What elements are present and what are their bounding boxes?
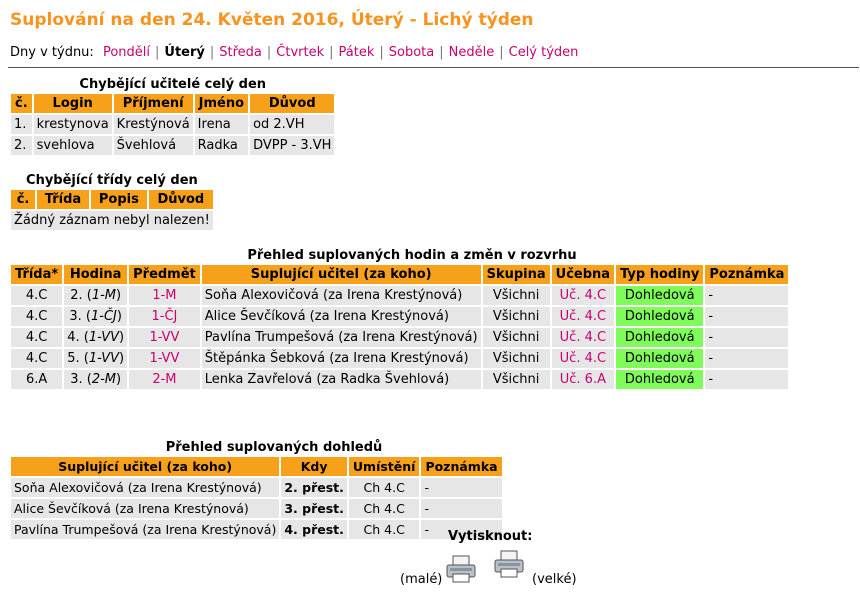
day-link[interactable]: Neděle <box>448 45 495 60</box>
classroom-link[interactable]: Uč. 6.A <box>552 370 614 389</box>
day-link[interactable]: Pondělí <box>102 45 150 60</box>
column-header: Umístění <box>349 457 420 476</box>
period-cell: 4. (1-VV) <box>64 328 127 347</box>
table-cell: 1. <box>11 115 32 134</box>
note-cell: - <box>421 478 501 497</box>
subject-link[interactable]: 1-VV <box>129 349 200 368</box>
table-row <box>11 136 334 155</box>
teacher-cell: Štěpánka Šebková (za Irena Krestýnová) <box>202 349 481 368</box>
note-cell: - <box>705 286 788 305</box>
column-header: Popis <box>91 190 147 209</box>
substitutions-section <box>9 248 815 391</box>
column-header: Hodina <box>64 265 127 284</box>
column-header: č. <box>11 190 35 209</box>
missing-classes-caption: Chybějící třídy celý den <box>26 173 198 188</box>
teacher-cell: Alice Ševčíková (za Irena Krestýnová) <box>202 307 481 326</box>
period-number: 4. <box>67 330 80 345</box>
table-cell: krestynova <box>34 115 112 134</box>
column-header: Kdy <box>281 457 347 476</box>
column-header: Příjmení <box>114 94 193 113</box>
lesson-type-cell: Dohledová <box>616 370 703 389</box>
period-cell: 3. (2-M) <box>64 370 127 389</box>
column-header: Typ hodiny <box>616 265 703 284</box>
missing-classes-section <box>9 173 215 232</box>
day-link[interactable]: Celý týden <box>508 45 579 60</box>
lesson-type-cell: Dohledová <box>616 286 703 305</box>
teacher-cell: Pavlína Trumpešová (za Irena Krestýnová) <box>202 328 481 347</box>
break-cell: 4. přest. <box>281 520 347 539</box>
print-label: Vytisknout: <box>448 529 533 544</box>
period-original: 1-M <box>91 288 117 303</box>
lesson-type-cell: Dohledová <box>616 328 703 347</box>
period-number: 5. <box>67 351 80 366</box>
break-cell: 2. přest. <box>281 478 347 497</box>
teacher-cell: Pavlína Trumpešová (za Irena Krestýnová) <box>11 520 279 539</box>
table-cell: Irena <box>195 115 248 134</box>
period-number: 2. <box>70 288 83 303</box>
supervisions-caption: Přehled suplovaných dohledů <box>165 440 383 455</box>
column-header: Předmět <box>129 265 200 284</box>
column-header: Důvod <box>149 190 213 209</box>
class-cell: 4.C <box>11 328 62 347</box>
column-header: Jméno <box>195 94 248 113</box>
classroom-link[interactable]: Uč. 4.C <box>552 349 614 368</box>
period-original: 1-ČJ <box>90 309 117 324</box>
page-title: Suplování na den 24. Květen 2016, Úterý - Lichý týden <box>10 10 534 30</box>
table-row <box>11 499 502 518</box>
period-original: 1-VV <box>88 351 120 366</box>
table-row <box>11 286 788 305</box>
printer-icon[interactable] <box>492 549 526 579</box>
subject-link[interactable]: 1-ČJ <box>129 307 200 326</box>
table-row <box>11 211 213 230</box>
table-cell: Radka <box>195 136 248 155</box>
column-header: Login <box>34 94 112 113</box>
teacher-cell: Soňa Alexovičová (za Irena Krestýnová) <box>11 478 279 497</box>
period-cell: 3. (1-ČJ) <box>64 307 127 326</box>
substitutions-table <box>9 263 790 391</box>
classroom-link[interactable]: Uč. 4.C <box>552 307 614 326</box>
period-original: 2-M <box>91 372 117 387</box>
period-original: 1-VV <box>88 330 120 345</box>
table-row <box>11 115 334 134</box>
classroom-link[interactable]: Uč. 4.C <box>552 328 614 347</box>
teacher-cell: Lenka Zavřelová (za Radka Švehlová) <box>202 370 481 389</box>
missing-teachers-table <box>9 92 336 157</box>
day-separator: | <box>155 45 160 60</box>
period-number: 3. <box>69 309 82 324</box>
group-cell: Všichni <box>483 328 550 347</box>
table-row <box>11 328 788 347</box>
supervisions-section <box>9 440 539 541</box>
day-link[interactable]: Čtvrtek <box>276 45 325 60</box>
print-big-label: (velké) <box>532 572 577 587</box>
day-link: Úterý <box>164 45 205 60</box>
day-separator: | <box>266 45 272 60</box>
table-cell: Krestýnová <box>114 115 193 134</box>
lesson-type-cell: Dohledová <box>616 349 703 368</box>
teacher-cell: Soňa Alexovičová (za Irena Krestýnová) <box>202 286 481 305</box>
group-cell: Všichni <box>483 307 550 326</box>
break-cell: 3. přest. <box>281 499 347 518</box>
table-row <box>11 349 788 368</box>
day-separator: | <box>329 45 334 60</box>
classroom-link[interactable]: Uč. 4.C <box>552 286 614 305</box>
missing-teachers-section <box>9 77 336 157</box>
group-cell: Všichni <box>483 286 550 305</box>
group-cell: Všichni <box>483 370 550 389</box>
class-cell: 4.C <box>11 349 62 368</box>
print-area <box>400 529 590 599</box>
class-cell: 4.C <box>11 307 62 326</box>
substitutions-caption: Přehled suplovaných hodin a změn v rozvrhu <box>247 248 577 263</box>
empty-message: Žádný záznam nebyl nalezen! <box>11 211 213 230</box>
day-link[interactable]: Pátek <box>338 45 375 60</box>
class-cell: 6.A <box>11 370 62 389</box>
column-header: Skupina <box>483 265 550 284</box>
column-header: Suplující učitel (za koho) <box>202 265 481 284</box>
note-cell: - <box>421 520 501 539</box>
column-header: Třída* <box>11 265 62 284</box>
subject-link[interactable]: 1-VV <box>129 328 200 347</box>
day-separator: | <box>499 45 504 60</box>
printer-icon[interactable] <box>444 554 478 584</box>
day-navigation <box>10 45 578 60</box>
period-number: 3. <box>70 372 83 387</box>
note-cell: - <box>421 499 501 518</box>
missing-teachers-caption: Chybějící učitelé celý den <box>79 77 267 92</box>
period-cell: 2. (1-M) <box>64 286 127 305</box>
column-header: Učebna <box>552 265 614 284</box>
location-cell: Ch 4.C <box>349 499 420 518</box>
column-header: Důvod <box>250 94 334 113</box>
note-cell: - <box>705 328 788 347</box>
table-row <box>11 307 788 326</box>
table-cell: Švehlová <box>114 136 193 155</box>
print-small-label: (malé) <box>400 572 443 587</box>
missing-classes-table <box>9 188 215 232</box>
column-header: Poznámka <box>705 265 788 284</box>
lesson-type-cell: Dohledová <box>616 307 703 326</box>
column-header: č. <box>11 94 32 113</box>
note-cell: - <box>705 370 788 389</box>
period-cell: 5. (1-VV) <box>64 349 127 368</box>
column-header: Suplující učitel (za koho) <box>11 457 279 476</box>
class-cell: 4.C <box>11 286 62 305</box>
table-cell: svehlova <box>34 136 112 155</box>
day-link[interactable]: Sobota <box>388 45 435 60</box>
divider <box>8 67 859 68</box>
table-cell: 2. <box>11 136 32 155</box>
table-cell: od 2.VH <box>250 115 334 134</box>
subject-link[interactable]: 2-M <box>129 370 200 389</box>
subject-link[interactable]: 1-M <box>129 286 200 305</box>
group-cell: Všichni <box>483 349 550 368</box>
note-cell: - <box>705 349 788 368</box>
location-cell: Ch 4.C <box>349 520 420 539</box>
day-link[interactable]: Středa <box>219 45 262 60</box>
days-label: Dny v týdnu: <box>10 45 94 60</box>
day-separator: | <box>439 45 444 60</box>
day-separator: | <box>209 45 215 60</box>
table-cell: DVPP - 3.VH <box>250 136 334 155</box>
day-separator: | <box>379 45 384 60</box>
note-cell: - <box>705 307 788 326</box>
location-cell: Ch 4.C <box>349 478 420 497</box>
column-header: Třída <box>37 190 89 209</box>
table-row <box>11 370 788 389</box>
teacher-cell: Alice Ševčíková (za Irena Krestýnová) <box>11 499 279 518</box>
column-header: Poznámka <box>421 457 501 476</box>
table-row <box>11 478 502 497</box>
